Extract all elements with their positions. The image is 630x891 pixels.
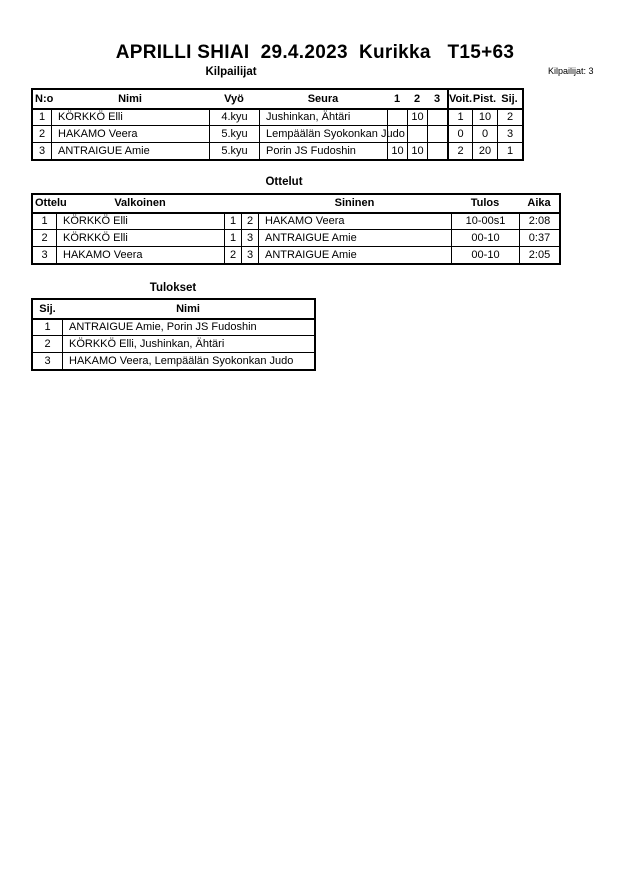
cell-seura: Jushinkan, Ähtäri xyxy=(259,108,387,125)
cell-no: 2 xyxy=(33,125,51,142)
cell-blue-no: 3 xyxy=(241,229,258,246)
cell-sij: 1 xyxy=(497,142,522,159)
col-header-1: 1 xyxy=(393,92,401,105)
cell-sij: 2 xyxy=(33,335,62,352)
cell-valkoinen: HAKAMO Veera xyxy=(56,246,224,263)
col-header-2: 2 xyxy=(413,92,421,105)
col-header-sininen: Sininen xyxy=(334,197,375,209)
col-header-nimi: Nimi xyxy=(176,302,200,315)
cell-score-2: 10 xyxy=(407,108,427,125)
cell-pist: 10 xyxy=(472,108,497,125)
page-title: APRILLI SHIAI 29.4.2023 Kurikka T15+63 xyxy=(115,42,515,63)
col-header-white-no xyxy=(224,195,241,212)
col-header-aika: Aika xyxy=(527,197,551,209)
col-header-voit: Voit. xyxy=(447,90,472,108)
cell-nimi: ANTRAIGUE Amie xyxy=(51,142,209,159)
cell-white-no: 1 xyxy=(224,212,241,229)
col-header-nimi: Nimi xyxy=(118,92,142,105)
col-header-sij: Sij. xyxy=(501,92,518,105)
cell-tulos: 10-00s1 xyxy=(451,212,519,229)
cell-nimi: KÖRKKÖ Elli xyxy=(51,108,209,125)
results-table xyxy=(31,298,316,371)
cell-nimi: HAKAMO Veera, Lempäälän Syokonkan Judo xyxy=(62,352,314,369)
cell-match-no: 3 xyxy=(33,246,56,263)
cell-vyo: 5.kyu xyxy=(209,125,259,142)
col-header-no: N:o xyxy=(35,92,54,105)
cell-aika: 2:05 xyxy=(519,246,559,263)
cell-match-no: 2 xyxy=(33,229,56,246)
cell-valkoinen: KÖRKKÖ Elli xyxy=(56,212,224,229)
cell-pist: 20 xyxy=(472,142,497,159)
cell-vyo: 4.kyu xyxy=(209,108,259,125)
section-heading-tulokset: Tulokset xyxy=(149,282,197,294)
cell-white-no: 2 xyxy=(224,246,241,263)
col-header-3: 3 xyxy=(433,92,441,105)
cell-vyo: 5.kyu xyxy=(209,142,259,159)
competitors-table xyxy=(31,88,524,161)
col-header-seura: Seura xyxy=(307,92,339,105)
section-heading-ottelut: Ottelut xyxy=(265,176,303,188)
cell-blue-no: 2 xyxy=(241,212,258,229)
col-header-pist: Pist. xyxy=(472,92,497,105)
cell-seura: Porin JS Fudoshin xyxy=(259,142,387,159)
col-header-sij: Sij. xyxy=(39,302,56,315)
cell-aika: 2:08 xyxy=(519,212,559,229)
cell-pist: 0 xyxy=(472,125,497,142)
cell-tulos: 00-10 xyxy=(451,246,519,263)
cell-match-no: 1 xyxy=(33,212,56,229)
cell-score-3 xyxy=(427,142,447,159)
cell-nimi: HAKAMO Veera xyxy=(51,125,209,142)
cell-score-2: 10 xyxy=(407,142,427,159)
cell-nimi: ANTRAIGUE Amie, Porin JS Fudoshin xyxy=(62,318,314,335)
cell-blue-no: 3 xyxy=(241,246,258,263)
competitors-count: Kilpailijat: 3 xyxy=(548,66,594,76)
cell-white-no: 1 xyxy=(224,229,241,246)
cell-aika: 0:37 xyxy=(519,229,559,246)
cell-score-1: 10 xyxy=(387,142,407,159)
cell-sij: 3 xyxy=(497,125,522,142)
cell-score-3 xyxy=(427,125,447,142)
cell-sininen: HAKAMO Veera xyxy=(258,212,451,229)
cell-score-3 xyxy=(427,108,447,125)
cell-sij: 3 xyxy=(33,352,62,369)
cell-score-2 xyxy=(407,125,427,142)
matches-table xyxy=(31,193,561,265)
cell-valkoinen: KÖRKKÖ Elli xyxy=(56,229,224,246)
cell-score-1 xyxy=(387,125,407,142)
col-header-valkoinen: Valkoinen xyxy=(114,197,166,209)
cell-tulos: 00-10 xyxy=(451,229,519,246)
cell-seura: Lempäälän Syokonkan Judo xyxy=(259,125,387,142)
col-header-ottelu: Ottelu xyxy=(35,197,67,209)
cell-sininen: ANTRAIGUE Amie xyxy=(258,229,451,246)
cell-sij: 2 xyxy=(497,108,522,125)
col-header-blue-no xyxy=(241,195,258,212)
cell-no: 3 xyxy=(33,142,51,159)
section-heading-kilpailijat: Kilpailijat xyxy=(205,66,257,78)
cell-sininen: ANTRAIGUE Amie xyxy=(258,246,451,263)
cell-no: 1 xyxy=(33,108,51,125)
col-header-vyo: Vyö xyxy=(224,92,244,105)
cell-sij: 1 xyxy=(33,318,62,335)
col-header-tulos: Tulos xyxy=(470,197,500,209)
cell-voit: 0 xyxy=(447,125,472,142)
cell-score-1 xyxy=(387,108,407,125)
cell-voit: 1 xyxy=(447,108,472,125)
cell-nimi: KÖRKKÖ Elli, Jushinkan, Ähtäri xyxy=(62,335,314,352)
cell-voit: 2 xyxy=(447,142,472,159)
